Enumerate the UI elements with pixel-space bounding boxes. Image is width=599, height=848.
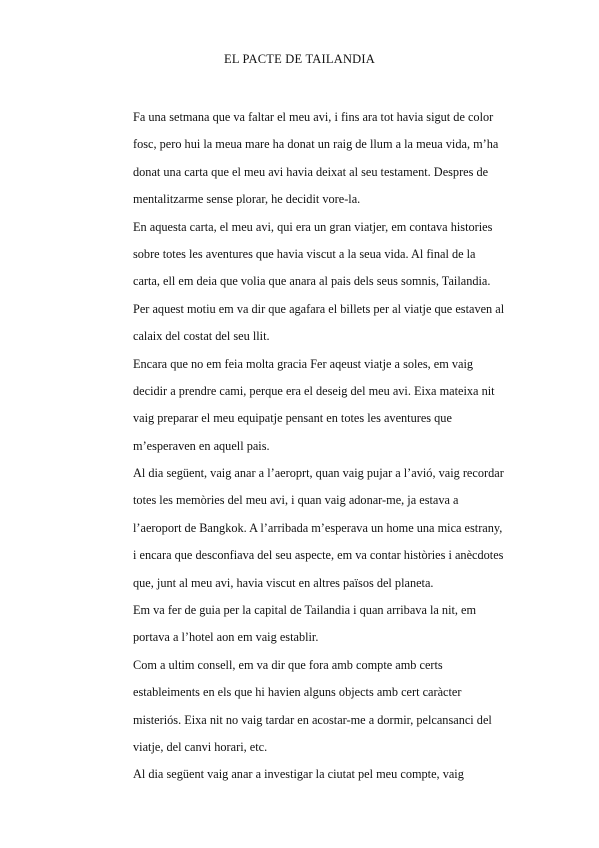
text-line: calaix del costat del seu llit. [133,329,270,344]
text-line: portava a l’hotel aon em vaig establir. [133,630,319,645]
text-line: que, junt al meu avi, havia viscut en altres països del planeta. [133,575,434,590]
text-line: carta, ell em deia que volia que anara al pais dels seus somnis, Tailandia. [133,274,491,289]
text-line: donat una carta que el meu avi havia deixat al seu testament. Despres de [133,164,489,179]
text-line: Per aquest motiu em va dir que agafara el billets per al viatje que estaven al [133,301,505,316]
text-line: fosc, pero hui la meua mare ha donat un raig de llum a la meua vida, m’ha [133,137,499,152]
text-line: Al dia següent vaig anar a investigar la ciutat pel meu compte, vaig [133,767,464,782]
text-line: vaig preparar el meu equipatje pensant en totes les aventures que [133,411,452,426]
text-line: viatje, del canvi horari, etc. [133,739,268,754]
text-line: l’aeroport de Bangkok. A l’arribada m’esperava un home una mica estrany, [133,520,503,535]
text-line: En aquesta carta, el meu avi, qui era un gran viatjer, em contava histories [133,219,493,234]
text-line: Fa una setmana que va faltar el meu avi, i fins ara tot havia sigut de color [133,110,494,124]
text-line: Em va fer de guia per la capital de Tailandia i quan arribava la nit, em [133,603,477,618]
text-line: Com a ultim consell, em va dir que fora amb compte amb certs [133,657,443,672]
text-line: mentalitzarme sense plorar, he decidit vore-la. [133,192,361,207]
text-line: estableiments en els que hi havien alguns objects amb cert caràcter [133,685,462,700]
document-body [133,104,503,789]
text-line: Al dia següent, vaig anar a l’aeroprt, quan vaig pujar a l’avió, vaig recordar [133,466,504,481]
text-line: m’esperaven en aquell pais. [133,438,270,453]
text-line: i encara que desconfiava del seu aspecte, em va contar històries i anècdotes [133,548,504,563]
text-line: Encara que no em feia molta gracia Fer aqeust viatje a soles, em vaig [133,356,474,371]
document-title: EL PACTE DE TAILANDIA [224,52,375,66]
text-line: misteriós. Eixa nit no vaig tardar en acostar-me a dormir, pelcansanci del [133,712,492,727]
text-line: sobre totes les aventures que havia viscut a la seua vida. Al final de la [133,246,476,261]
text-line: decidir a prendre cami, perque era el deseig del meu avi. Eixa mateixa nit [133,383,495,398]
text-line: totes les memòries del meu avi, i quan vaig adonar-me, ja estava a [133,493,459,508]
